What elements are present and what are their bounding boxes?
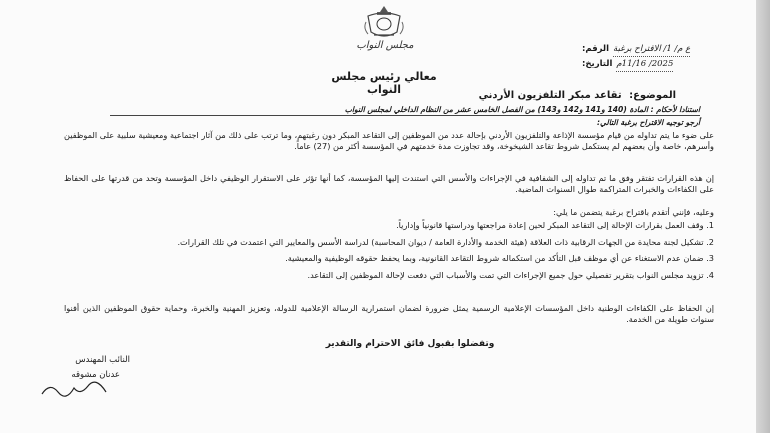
reference-block: [582, 42, 752, 72]
subject-value: تقاعد مبكر التلفزيون الأردني: [478, 90, 622, 101]
addressee: معالي رئيس مجلس النواب: [331, 70, 437, 96]
paragraph-1: على ضوء ما يتم تداوله من قيام مؤسسة الإذاعة والتلفزيون الأردني بإحالة عدد من الموظفين إلى التقاعد المبكر دون رغبتهم، وما ترتب على ذلك من آثار اجتماعية ومعيشية سلبية على الموظفين وأسرهم، خاصة وأن بعضهم لم يستكمل شروط تقاعد الشيخوخة، وقد تجاوزت مدة خدمتهم في المؤسسة أكثر من (27) عاماً.: [64, 130, 714, 151]
paragraph-4: إن الحفاظ على الكفاءات الوطنية داخل المؤسسات الإعلامية الرسمية يمثل ضرورة لضمان استمرارية الرسالة الإعلامية للدولة، وتعزيز المهنية والخبرة، وحماية حقوق الموظفين الذين أفنوا سنوات طويلة من الخدمة.: [64, 303, 714, 324]
list-item: 4. تزويد مجلس النواب بتقرير تفصيلي حول جميع الإجراءات التي تمت والأسباب التي دفعت لإحالة الموظفين إلى التقاعد.: [307, 269, 714, 280]
signature-name: عدنان مشوقه: [71, 370, 120, 380]
proposal-list: [54, 220, 714, 286]
signature-title: النائب المهندس: [75, 355, 130, 365]
list-item: 2. تشكيل لجنة محايدة من الجهات الرقابية ذات العلاقة (هيئة الخدمة والأدارة العامة / ديوان المحاسبة) لدراسة الأسس والمعايير التي اعتمدت في تلك القرارات.: [177, 236, 714, 247]
ref-number-value: ع م/ 1/ الاقتراح برغبة: [613, 42, 690, 57]
date-value: 2025/ 11/16م: [616, 57, 673, 72]
handwritten-signature: [40, 378, 110, 402]
scan-edge: [756, 0, 770, 433]
ref-number-line: [582, 42, 752, 57]
legal-reference: استنادا لأحكام : المادة (140 و141 و142 و143) من الفصل الخامس عشر من النظام الداخلي لمجلس النواب: [110, 105, 700, 116]
date-line: [582, 57, 752, 72]
subject-line: [296, 90, 676, 101]
subject-label: الموضوع:: [629, 90, 676, 101]
council-name: مجلس النواب: [356, 40, 414, 51]
request-line: أرجو توجيه الاقتراح برغبة التالي:: [597, 118, 700, 127]
date-label: التاريخ:: [582, 59, 613, 69]
list-item: 3. ضمان عدم الاستغناء عن أي موظف قبل التأكد من استكماله شروط التقاعد القانونية، وبما يحفظ حقوقه الوظيفية والمعيشية.: [285, 253, 714, 263]
closing-line: وتفضلوا بقبول فائق الاحترام والتقدير: [325, 339, 495, 349]
paragraph-3: وعليه، فإنني أتقدم باقتراح برغبة يتضمن ما يلي:: [553, 207, 714, 217]
paragraph-2: إن هذه القرارات تفتقر وفق ما تم تداوله إلى الشفافية في الإجراءات والأسس التي استندت إليها المؤسسة، كما أنها تؤثر على الاستقرار الوظيفي داخل المؤسسة وتحد من قدرتها على الحفاظ على الكفاءات والخبرات المتراكمة طوال السنوات الماضية.: [64, 173, 714, 194]
ref-number-label: الرقم:: [582, 44, 610, 54]
list-item: 1. وقف العمل بقرارات الإحالة إلى التقاعد المبكر لحين إعادة مراجعتها ودراستها قانونياً وإدارياً.: [396, 220, 714, 230]
coat-of-arms-emblem: [362, 4, 406, 40]
